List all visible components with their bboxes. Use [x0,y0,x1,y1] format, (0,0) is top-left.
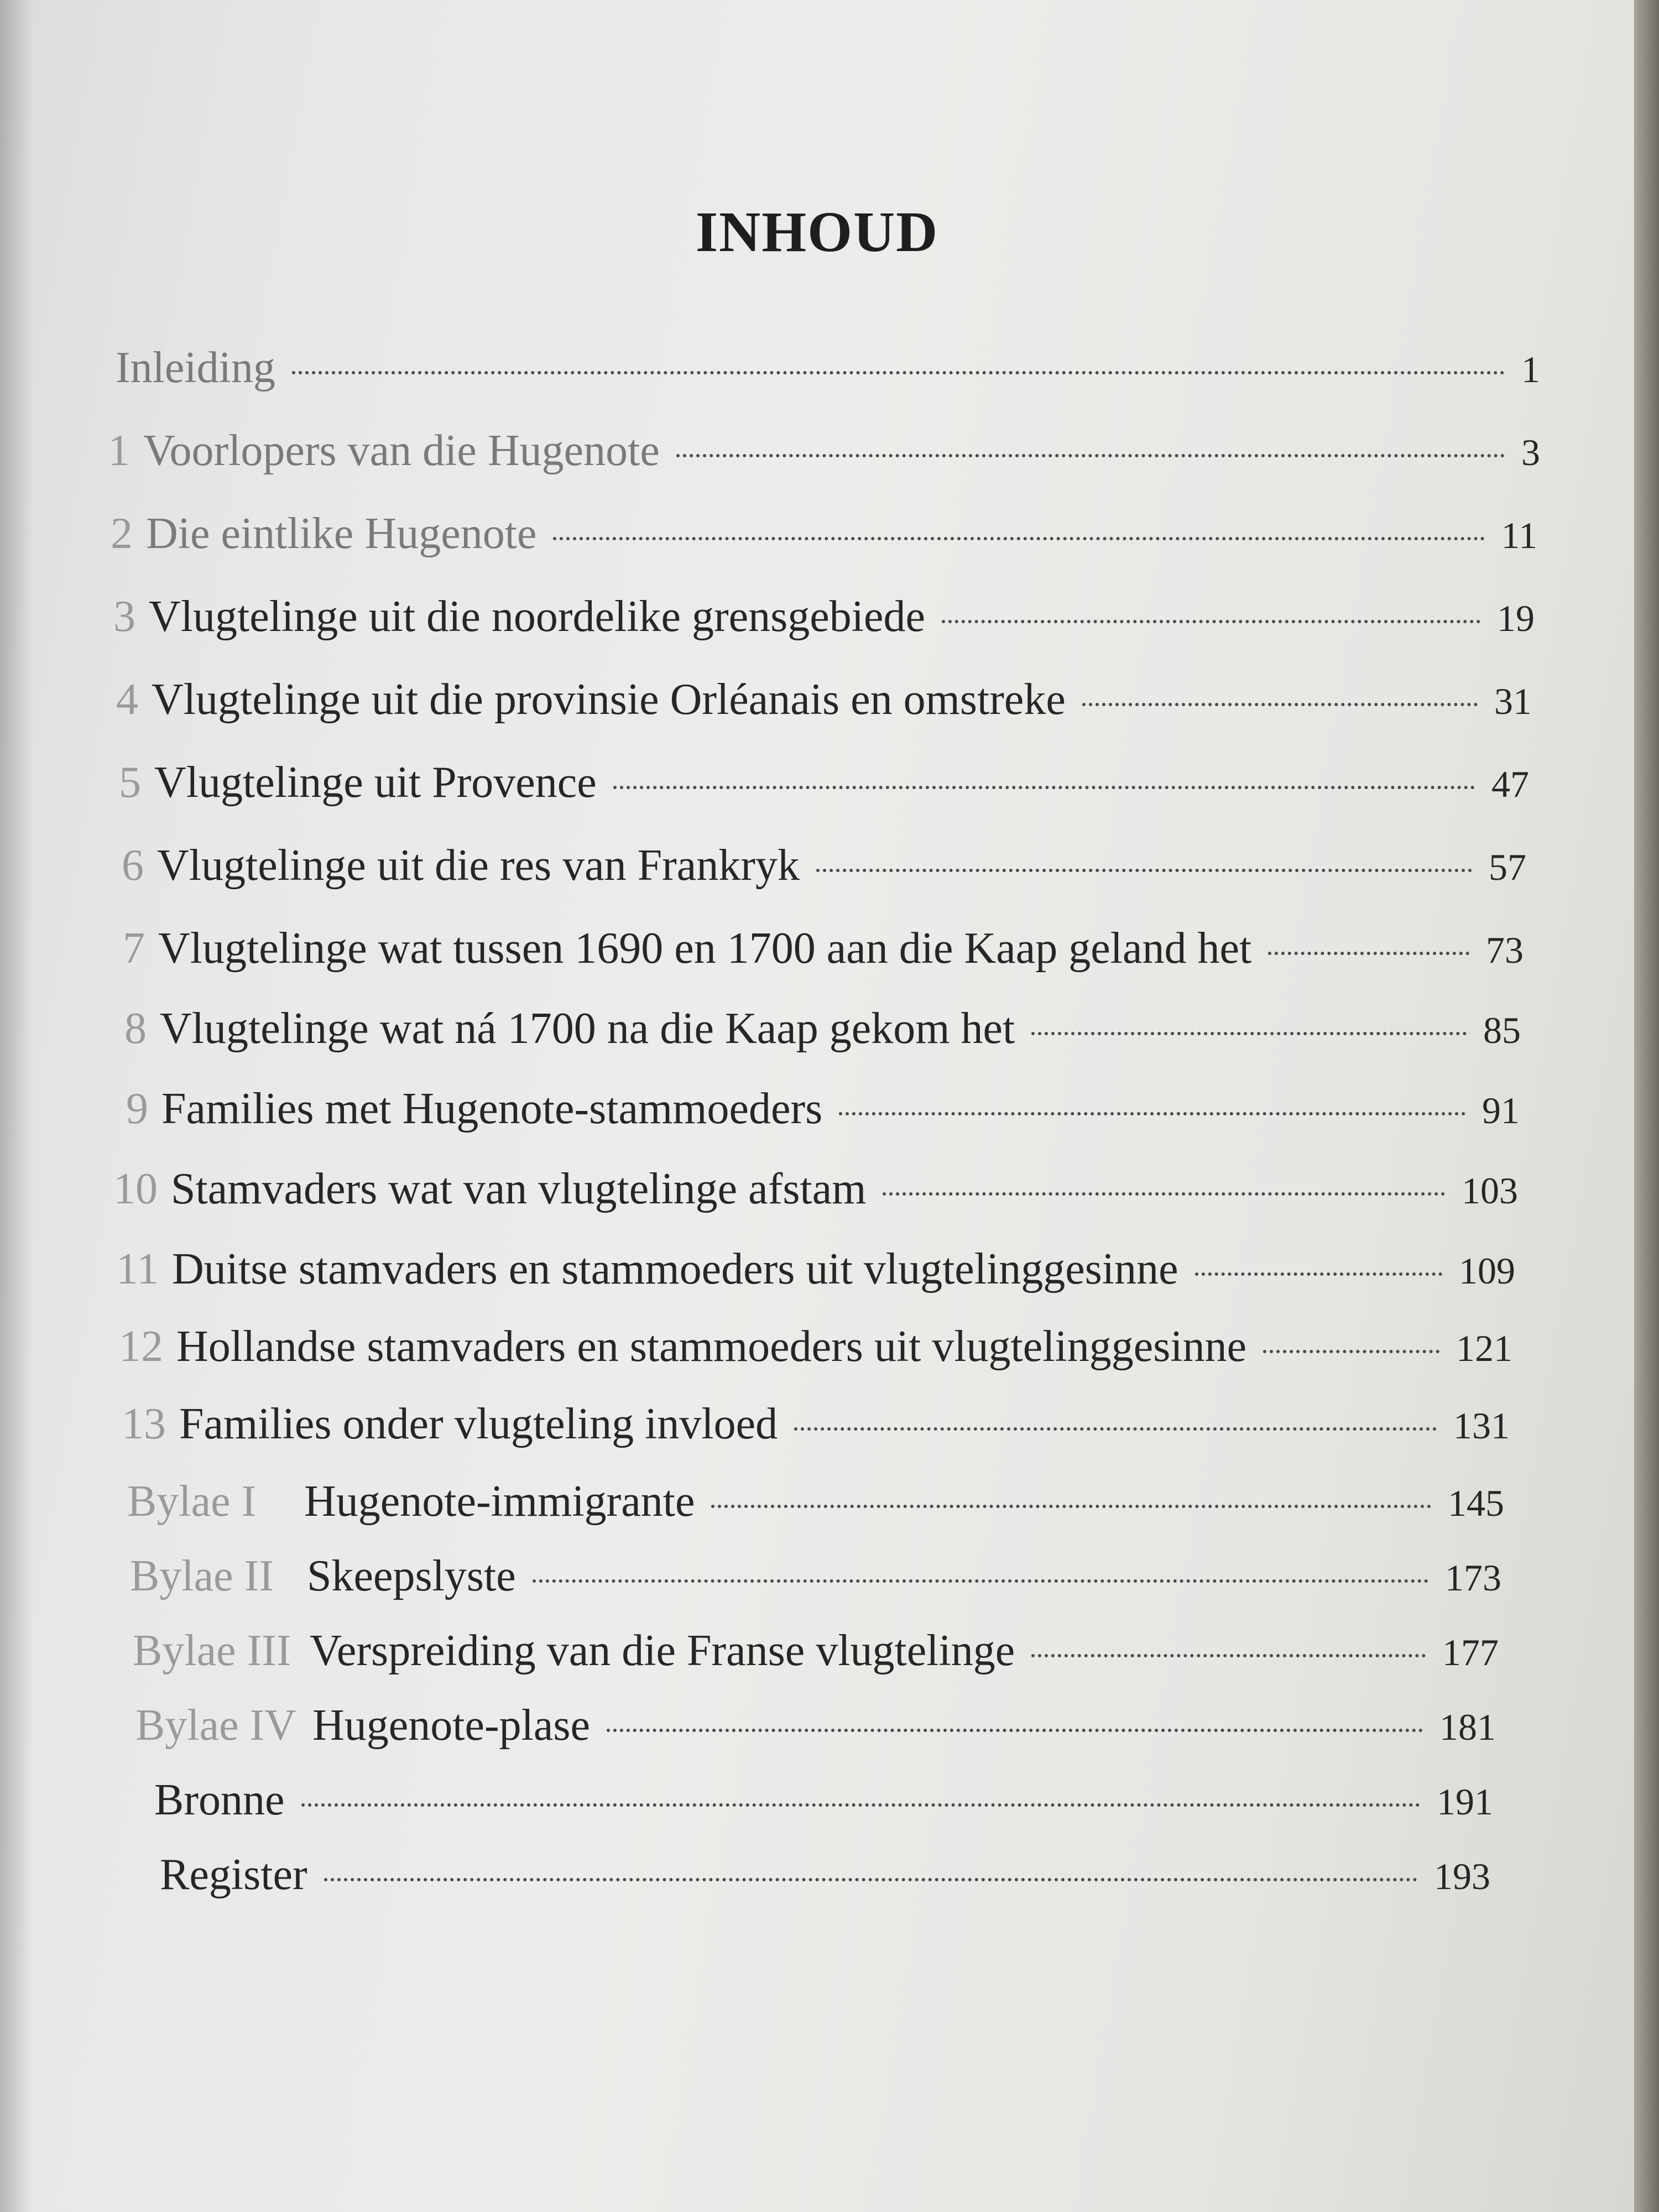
toc-entry-number: 8 [124,1004,147,1053]
toc-entry-bylae-1 [127,1477,1504,1532]
toc-entry-bylae-2 [130,1551,1501,1606]
toc-entry-page: 19 [1497,597,1535,639]
toc-entry-page: 47 [1491,763,1529,805]
toc-entry-page: 1 [1521,348,1540,390]
toc-entry-number: 3 [113,592,135,641]
dot-leader [553,537,1484,540]
toc-entry-chapter-13 [122,1399,1510,1454]
dot-leader [1031,1654,1426,1657]
toc-entry-label: Hollandse stamvaders en stammoeders uit vlugtelinggesinne [176,1322,1247,1371]
toc-entry-label: Hugenote-plase [312,1701,591,1750]
toc-entry-number: 12 [119,1322,163,1371]
toc-entry-number: 2 [111,509,133,558]
toc-entry-number: 4 [116,675,138,724]
toc-entry-number: Bylae II [130,1552,274,1600]
toc-entry-page: 103 [1462,1170,1518,1212]
toc-entry-page: 73 [1486,929,1524,971]
toc-entry-page: 131 [1453,1405,1510,1447]
toc-entry-page: 109 [1459,1250,1515,1292]
toc-entry-chapter-9 [126,1084,1520,1139]
toc-entry-page: 91 [1482,1089,1520,1131]
toc-entry-chapter-6 [122,841,1526,896]
toc-entry-page: 85 [1483,1009,1521,1051]
dot-leader [533,1579,1428,1583]
toc-entry-label: Families met Hugenote-stammoeders [161,1084,823,1133]
dot-leader [1263,1350,1439,1353]
toc-entry-label: Bronne [154,1776,285,1824]
dot-leader [607,1729,1423,1732]
toc-entry-number: 10 [113,1165,158,1213]
toc-entry-chapter-7 [123,924,1524,979]
toc-entry-page: 193 [1434,1855,1490,1897]
toc-entry-chapter-1 [108,426,1540,481]
toc-entry-inleiding [102,343,1540,398]
toc-entry-label: Skeepslyste [307,1552,516,1600]
dot-leader [794,1427,1437,1431]
toc-entry-bylae-4 [135,1700,1496,1756]
dot-leader [942,620,1480,623]
dot-leader [711,1505,1431,1508]
toc-entry-page: 191 [1437,1781,1493,1823]
toc-entry-chapter-5 [119,758,1529,813]
dot-leader [816,869,1472,872]
toc-entry-page: 145 [1448,1482,1504,1524]
toc-entry-number: 13 [122,1400,166,1448]
dot-leader [324,1878,1417,1881]
toc-entry-bronne [141,1775,1493,1830]
toc-entry-label: Duitse stamvaders en stammoeders uit vlugtelinggesinne [172,1245,1178,1293]
toc-entry-register [147,1850,1490,1905]
toc-entry-label: Vlugtelinge wat tussen 1690 en 1700 aan die Kaap geland het [158,924,1252,973]
toc-entry-chapter-2 [111,509,1537,564]
toc-entry-number: Bylae IV [135,1701,297,1750]
toc-entry-chapter-12 [119,1322,1512,1377]
dot-leader [1031,1032,1467,1035]
page-edge [1634,0,1659,2212]
toc-entry-label: Verspreiding van die Franse vlugtelinge [310,1626,1015,1675]
toc-entry-page: 57 [1489,846,1526,888]
toc-entry-label: Vlugtelinge uit die res van Frankryk [157,841,800,890]
toc-entry-label: Vlugtelinge uit die provinsie Orléanais en omstreke [152,675,1066,724]
page-title: INHOUD [695,200,939,264]
toc-entry-page: 11 [1501,514,1537,556]
dot-leader [1082,703,1478,706]
toc-entry-label: Hugenote-immigrante [304,1477,695,1526]
toc-entry-page: 181 [1439,1706,1496,1748]
toc-entry-chapter-10 [113,1164,1518,1219]
dot-leader [883,1192,1445,1196]
toc-entry-chapter-8 [124,1004,1521,1059]
toc-entry-label: Voorlopers van die Hugenote [143,426,660,475]
toc-entry-number: 11 [116,1245,159,1293]
toc-entry-chapter-11 [116,1244,1515,1300]
dot-leader [613,786,1475,789]
toc-entry-label: Vlugtelinge wat ná 1700 na die Kaap gekom het [160,1004,1015,1053]
toc-entry-number: 6 [122,841,144,890]
toc-entry-number: Bylae III [133,1626,291,1675]
toc-entry-label: Stamvaders wat van vlugtelinge afstam [171,1165,867,1213]
toc-entry-page: 121 [1456,1327,1512,1369]
spine-shadow [0,0,33,2212]
dot-leader [292,371,1505,374]
dot-leader [1195,1272,1442,1276]
dot-leader [301,1803,1420,1807]
dot-leader [839,1112,1465,1115]
toc-entry-number: 1 [108,426,130,475]
toc-entry-page: 173 [1445,1557,1501,1599]
dot-leader [676,454,1505,457]
toc-entry-page: 177 [1442,1631,1499,1673]
toc-entry-label: Vlugtelinge uit die noordelike grensgebiede [149,592,926,641]
toc-entry-bylae-3 [133,1626,1499,1681]
toc-entry-number: 5 [119,758,141,807]
toc-entry-chapter-4 [116,675,1532,730]
toc-entry-label: Families onder vlugteling invloed [179,1400,778,1448]
toc-entry-label: Vlugtelinge uit Provence [154,758,597,807]
toc-entry-number: 7 [123,924,145,973]
toc-entry-chapter-3 [113,592,1535,647]
toc-entry-label: Inleiding [116,343,275,392]
toc-entry-label: Register [160,1850,307,1899]
toc-entry-number: Bylae I [127,1477,257,1526]
toc-entry-number: 9 [126,1084,148,1133]
toc-entry-label: Die eintlike Hugenote [146,509,537,558]
toc-entry-page: 31 [1494,680,1532,722]
toc-entry-page: 3 [1521,431,1540,473]
dot-leader [1268,952,1469,955]
